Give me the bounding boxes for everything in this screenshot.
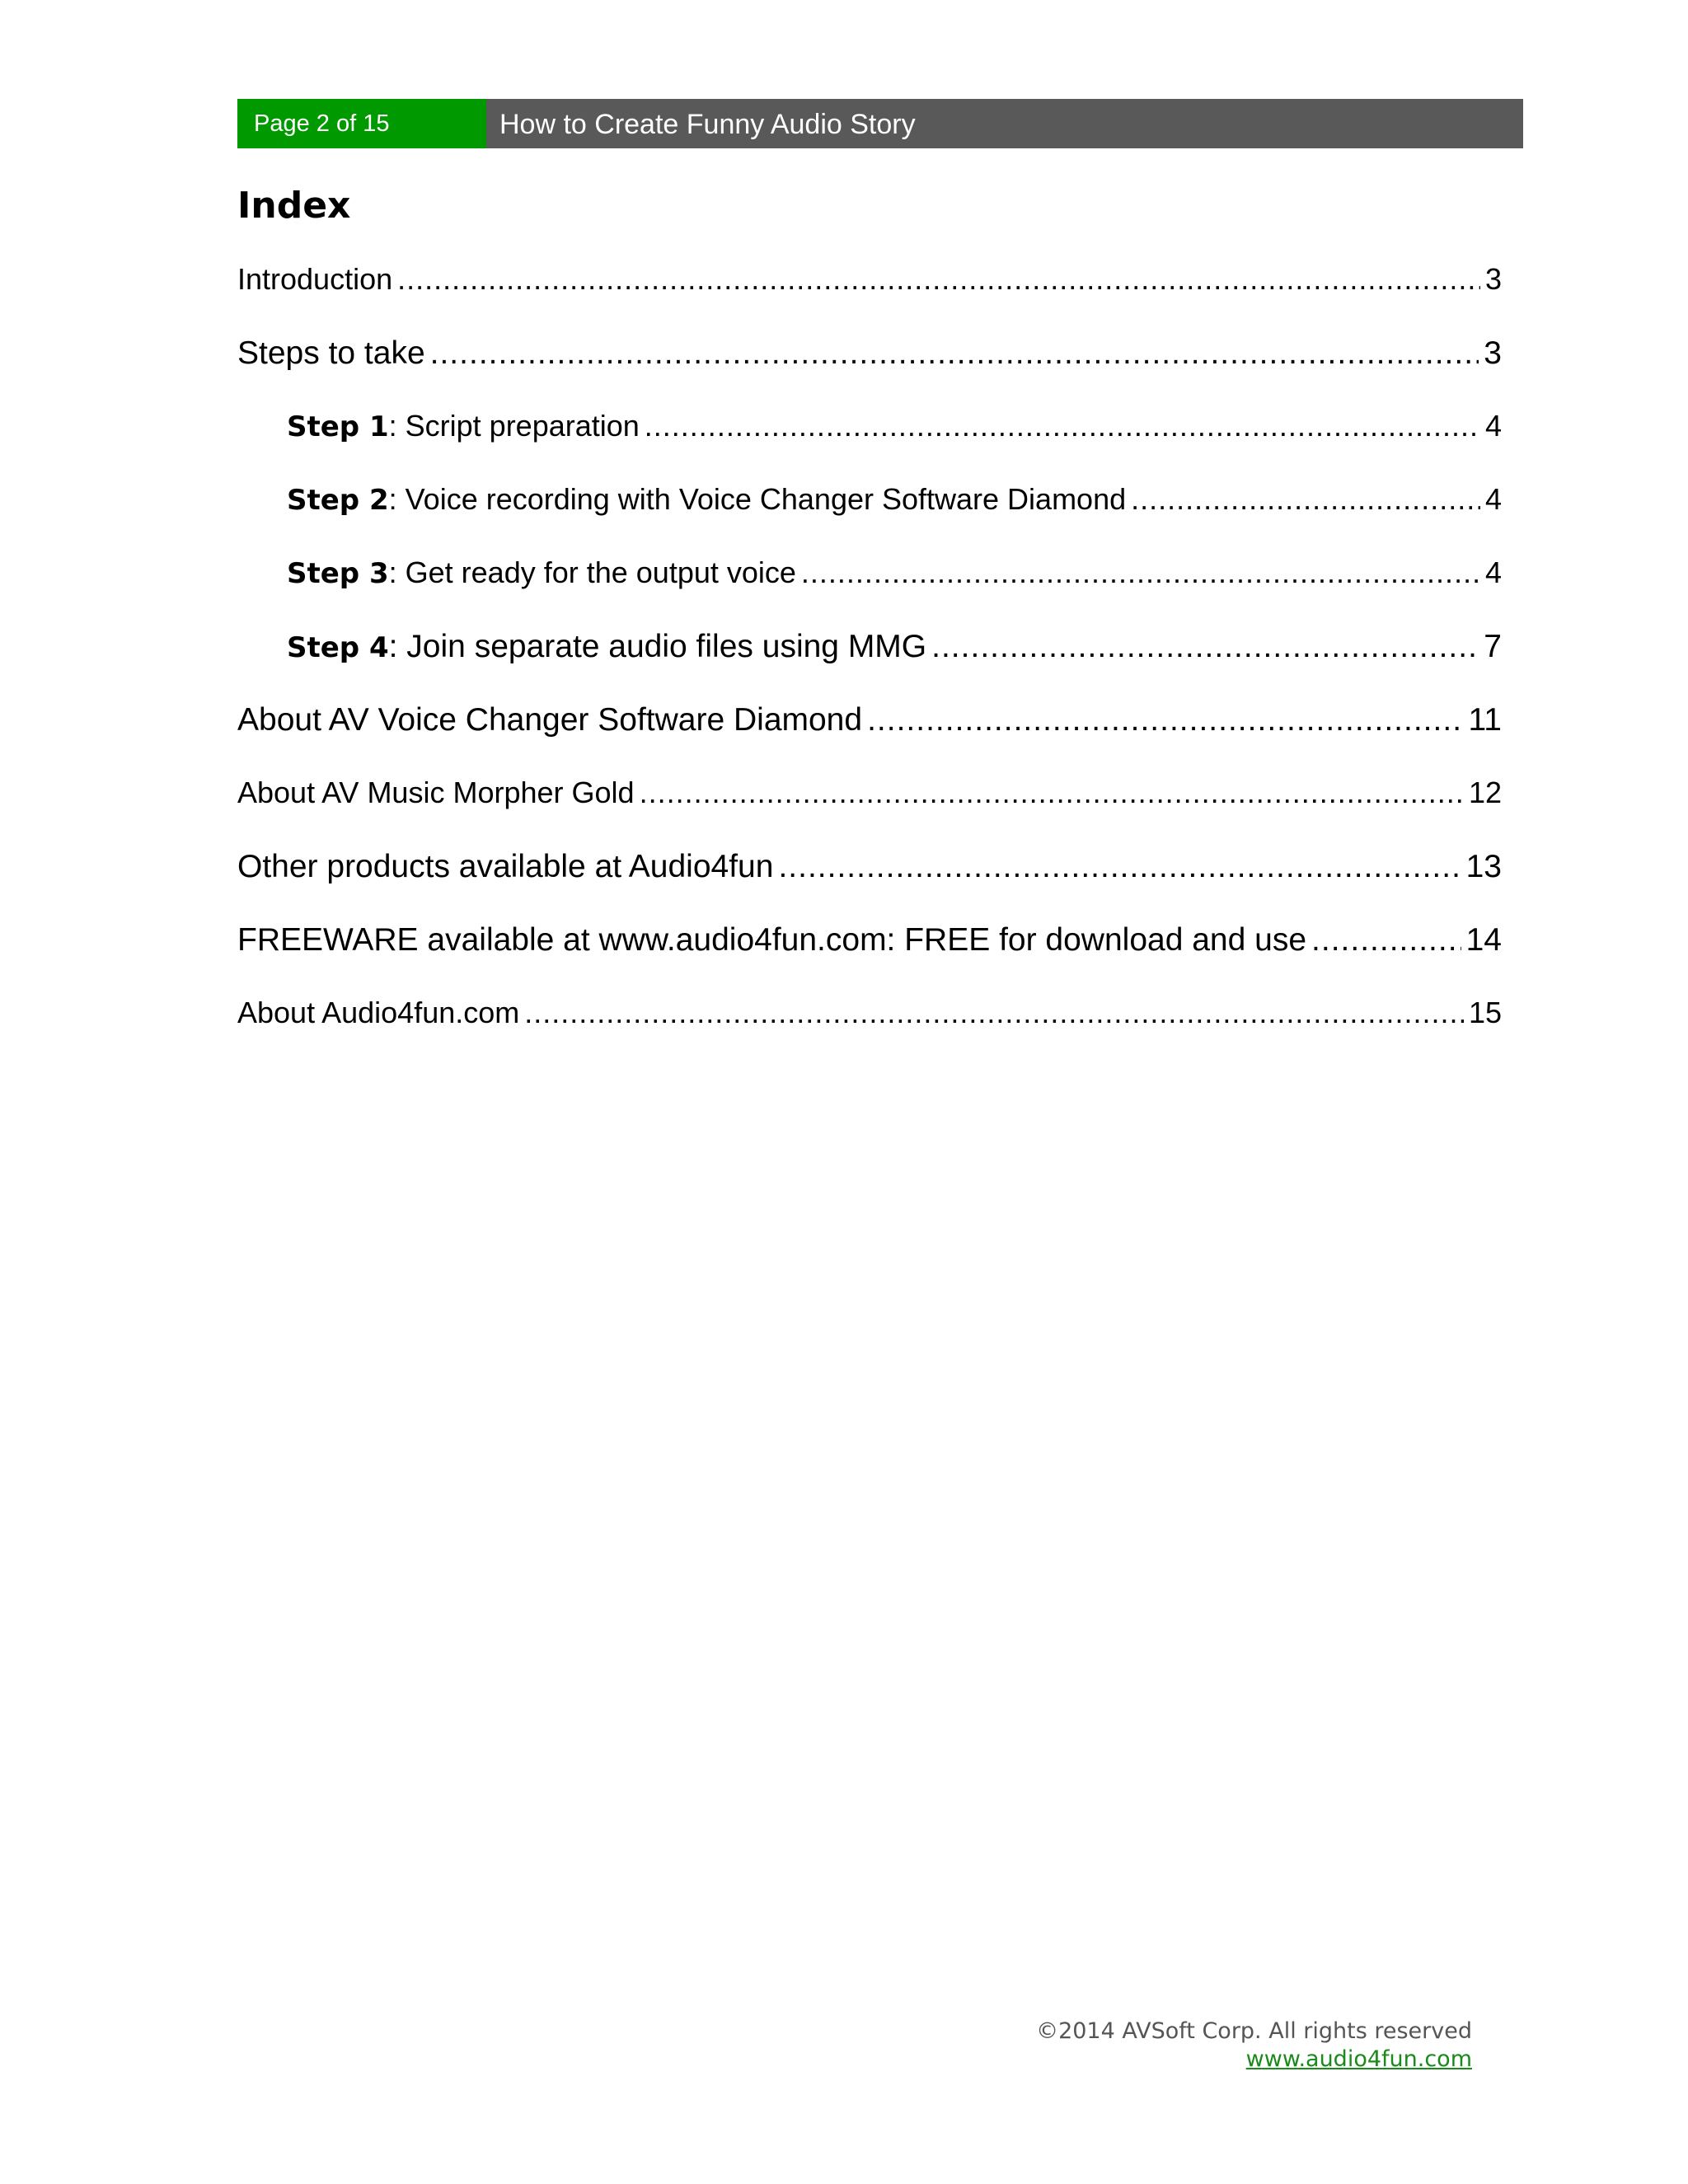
toc-entry-steps-to-take[interactable] <box>237 335 1502 409</box>
toc-page-number: 4 <box>1484 555 1502 589</box>
toc-dot-leader <box>524 996 1464 1030</box>
toc-entry-step-2[interactable] <box>237 482 1502 555</box>
step-prefix: Step 2 <box>287 484 389 517</box>
toc-page-number: 4 <box>1484 409 1502 443</box>
toc-dot-leader <box>931 629 1479 665</box>
toc-entry-about-music-morpher[interactable] <box>237 776 1502 849</box>
page-header <box>237 99 1523 148</box>
toc-entry-label: Steps to take <box>237 335 425 371</box>
toc-page-number: 12 <box>1468 776 1502 809</box>
toc-page-number: 3 <box>1484 262 1502 296</box>
toc-dot-leader <box>430 335 1479 372</box>
toc-entry-step-3[interactable] <box>237 555 1502 629</box>
toc-dot-leader <box>801 555 1480 590</box>
website-link[interactable]: www.audio4fun.com <box>1245 2046 1472 2072</box>
toc-entry-freeware[interactable] <box>237 922 1502 996</box>
page-number-label: Page 2 of 15 <box>237 99 486 148</box>
toc-page-number: 4 <box>1484 482 1502 516</box>
table-of-contents <box>237 262 1502 1069</box>
copyright-notice: ©2014 AVSoft Corp. All rights reserved <box>1036 2018 1472 2044</box>
step-prefix: Step 1 <box>287 410 389 443</box>
toc-entry-label: Step 3: Get ready for the output voice <box>287 555 796 590</box>
toc-entry-label: Introduction <box>237 262 393 296</box>
toc-entry-label: Step 4: Join separate audio files using MMG <box>287 629 927 664</box>
index-heading: Index <box>237 185 351 227</box>
toc-dot-leader <box>397 262 1480 297</box>
step-prefix: Step 4 <box>287 631 389 664</box>
toc-entry-other-products[interactable] <box>237 849 1502 922</box>
toc-page-number: 13 <box>1465 849 1502 884</box>
toc-entry-step-4[interactable] <box>237 629 1502 702</box>
toc-entry-label: Step 2: Voice recording with Voice Changer Software Diamond <box>287 482 1127 517</box>
toc-entry-about-audio4fun[interactable] <box>237 996 1502 1069</box>
toc-entry-label: Other products available at Audio4fun <box>237 849 774 884</box>
toc-dot-leader <box>645 409 1480 443</box>
toc-dot-leader <box>1311 922 1461 958</box>
toc-page-number: 14 <box>1465 922 1502 958</box>
page-footer <box>1036 2018 1472 2074</box>
document-title: How to Create Funny Audio Story <box>486 99 1523 148</box>
toc-entry-label: About AV Music Morpher Gold <box>237 776 635 809</box>
toc-page-number: 15 <box>1468 996 1502 1029</box>
toc-dot-leader <box>867 702 1463 738</box>
toc-page-number: 11 <box>1468 702 1502 738</box>
toc-entry-introduction[interactable] <box>237 262 1502 335</box>
toc-entry-label: About AV Voice Changer Software Diamond <box>237 702 863 738</box>
toc-page-number: 7 <box>1484 629 1502 664</box>
toc-entry-step-1[interactable] <box>237 409 1502 482</box>
toc-page-number: 3 <box>1484 335 1502 371</box>
toc-dot-leader <box>778 849 1461 885</box>
toc-entry-label: Step 1: Script preparation <box>287 409 640 443</box>
step-prefix: Step 3 <box>287 557 389 590</box>
toc-dot-leader <box>640 776 1464 810</box>
toc-entry-about-voice-changer[interactable] <box>237 702 1502 776</box>
toc-dot-leader <box>1131 482 1480 517</box>
toc-entry-label: About Audio4fun.com <box>237 996 520 1029</box>
toc-entry-label: FREEWARE available at www.audio4fun.com: FREE for download and use <box>237 922 1307 958</box>
